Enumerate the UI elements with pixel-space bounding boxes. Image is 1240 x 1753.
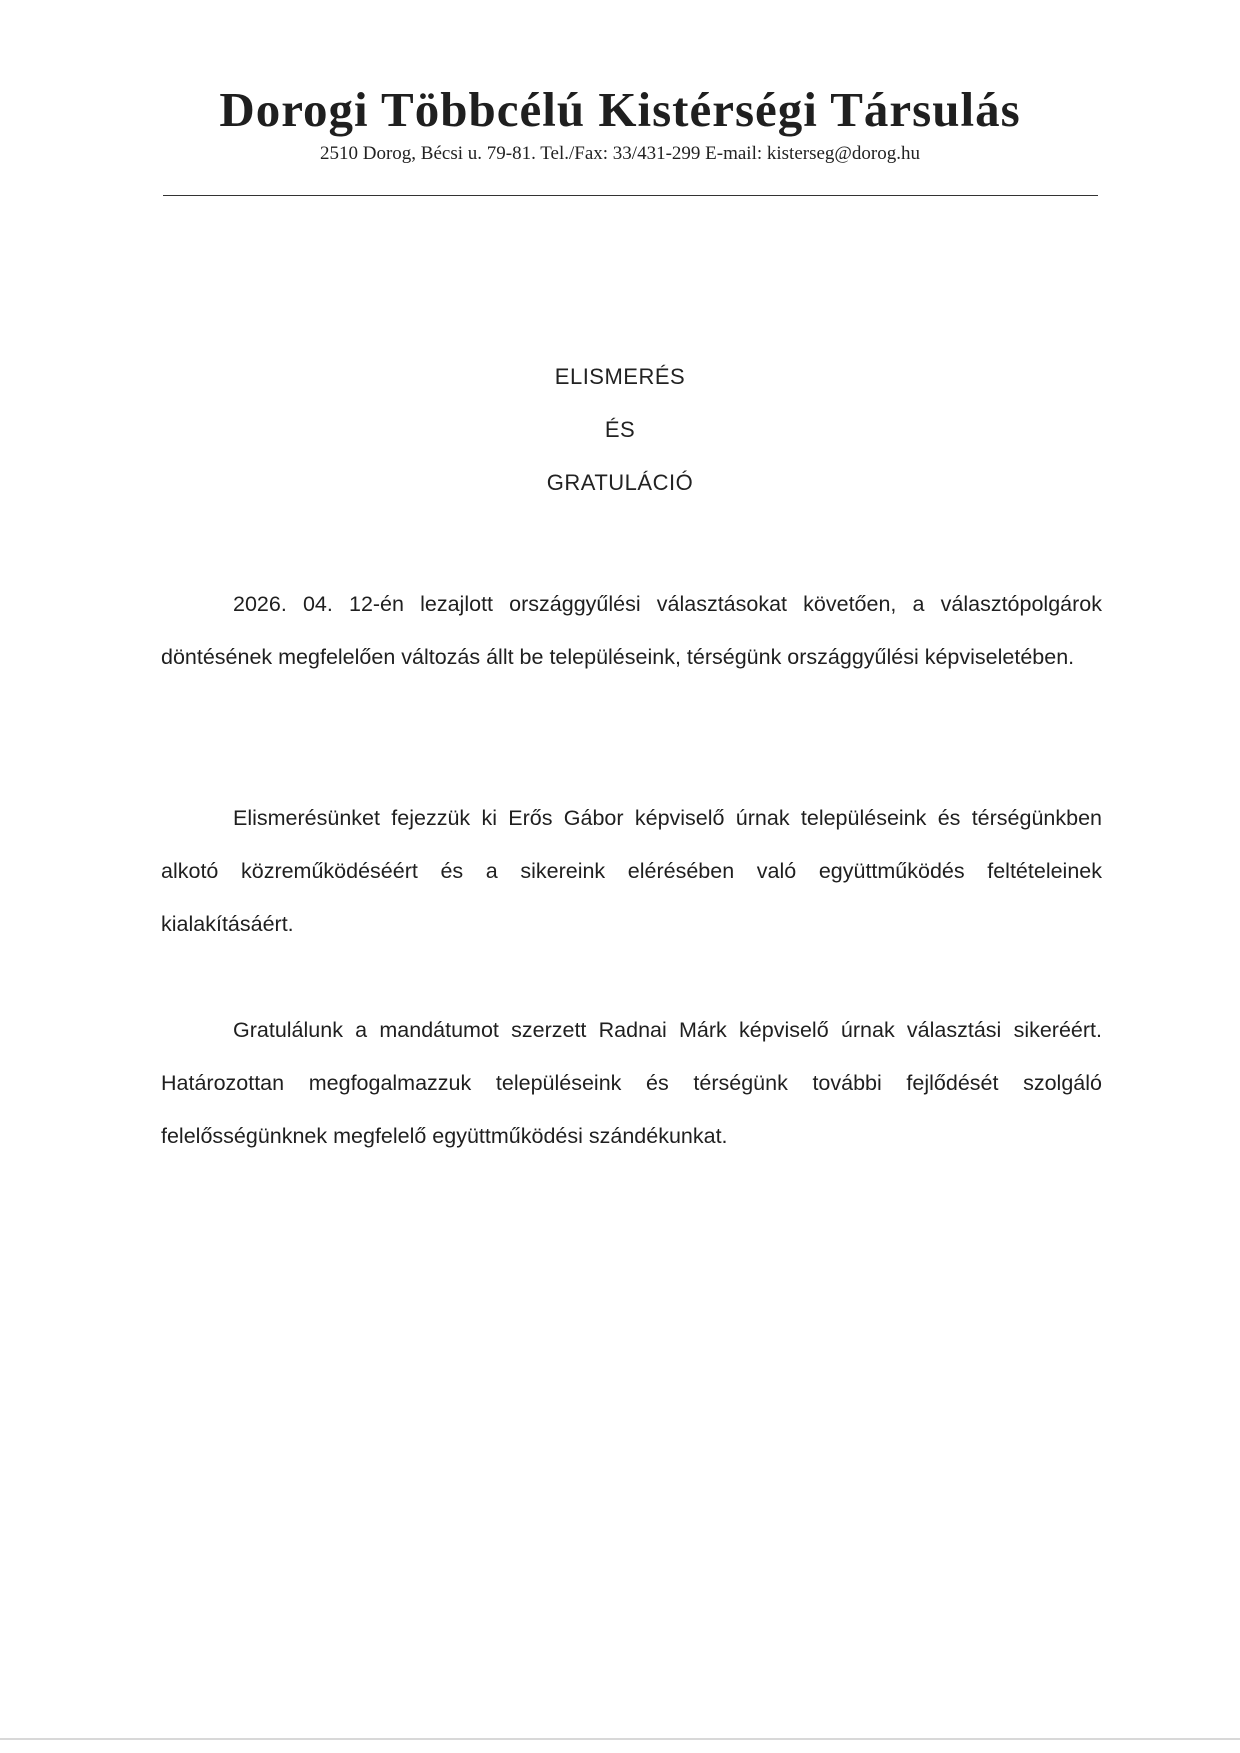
header-divider (163, 195, 1098, 196)
paragraph-acknowledgement: Elismerésünket fejezzük ki Erős Gábor képviselő úrnak településeink és térségünkben alkotó közreműködéséért és a sikereink elérésében való együttműködés feltételeinek kialakításáért. (161, 806, 1102, 936)
organization-name: Dorogi Többcélú Kistérségi Társulás (219, 82, 1021, 137)
document-title (0, 350, 1240, 509)
title-line-elismeres: ELISMERÉS (554, 364, 686, 389)
title-line-gratulacio: GRATULÁCIÓ (546, 470, 694, 495)
paragraph-election-change: 2026. 04. 12-én lezajlott országgyűlési választásokat követően, a választópolgárok döntésének megfelelően változás állt be településeink, térségünk országgyűlési képviseletében. (161, 592, 1102, 669)
paragraph-congratulation: Gratulálunk a mandátumot szerzett Radnai Márk képviselő úrnak választási sikeréért. Határozottan megfogalmazzuk településeink és térségünk további fejlődését szolgáló felelősségünknek megfelelő együttműködési szándékunkat. (161, 1018, 1102, 1148)
organization-contact: 2510 Dorog, Bécsi u. 79-81. Tel./Fax: 33/431-299 E-mail: kisterseg@dorog.hu (320, 143, 920, 164)
page-bottom-edge (0, 1738, 1240, 1740)
letterhead (0, 80, 1240, 166)
title-line-es: ÉS (604, 417, 636, 442)
